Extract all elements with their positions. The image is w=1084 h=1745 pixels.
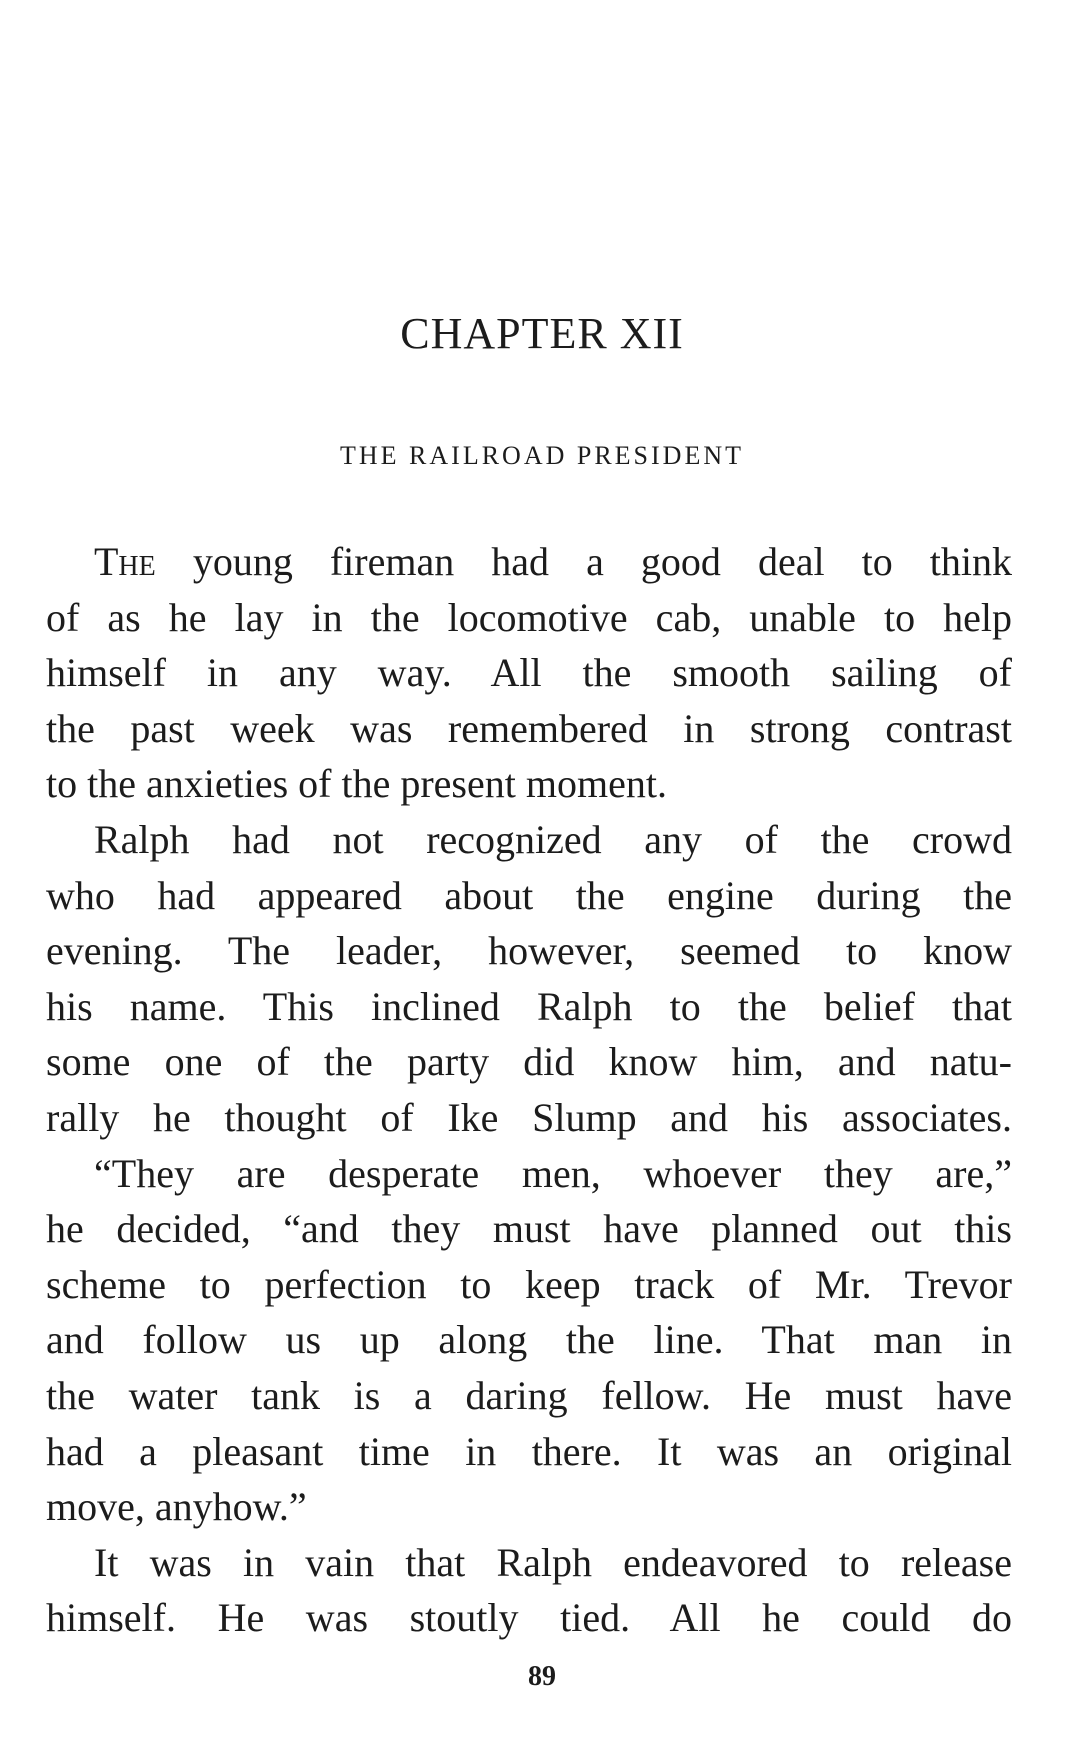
page-number: 89 [528,1661,556,1692]
text-line: the past week was remembered in strong contrast [46,705,1012,751]
text-line: of as he lay in the locomotive cab, unable to help [46,594,1012,640]
chapter-subtitle: THE RAILROAD PRESIDENT [340,441,744,470]
text-line: he decided, “and they must have planned out this [46,1206,1012,1252]
text-line [46,534,1012,590]
text-line: evening. The leader, however, seemed to know [46,928,1012,974]
text-line: Ralph had not recognized any of the crowd [94,816,1012,862]
text-line: the water tank is a daring fellow. He must have [46,1372,1012,1418]
text-line: himself in any way. All the smooth sailing of [46,650,1012,696]
body-text [46,534,1012,1646]
text-line: who had appeared about the engine during the [46,872,1012,918]
text-line: himself. He was stoutly tied. All he could do [46,1595,1012,1641]
text-line: to the anxieties of the present moment. [46,761,667,807]
text-line: rally he thought of Ike Slump and his associates. [46,1094,1012,1140]
text-line: some one of the party did know him, and natu- [46,1039,1012,1085]
text-line: move, anyhow.” [46,1484,307,1530]
text-line: “They are desperate men, whoever they are,” [94,1150,1012,1196]
text-line-content: young fireman had a good deal to think [155,539,1012,584]
text-line: scheme to perfection to keep track of Mr. Trevor [46,1261,1012,1307]
text-line: and follow us up along the line. That man in [46,1317,1012,1363]
text-line: It was in vain that Ralph endeavored to release [94,1539,1012,1585]
lead-word: The [94,539,156,584]
text-line: his name. This inclined Ralph to the belief that [46,983,1012,1029]
text-line: had a pleasant time in there. It was an original [46,1428,1012,1474]
chapter-title: CHAPTER XII [400,309,684,358]
